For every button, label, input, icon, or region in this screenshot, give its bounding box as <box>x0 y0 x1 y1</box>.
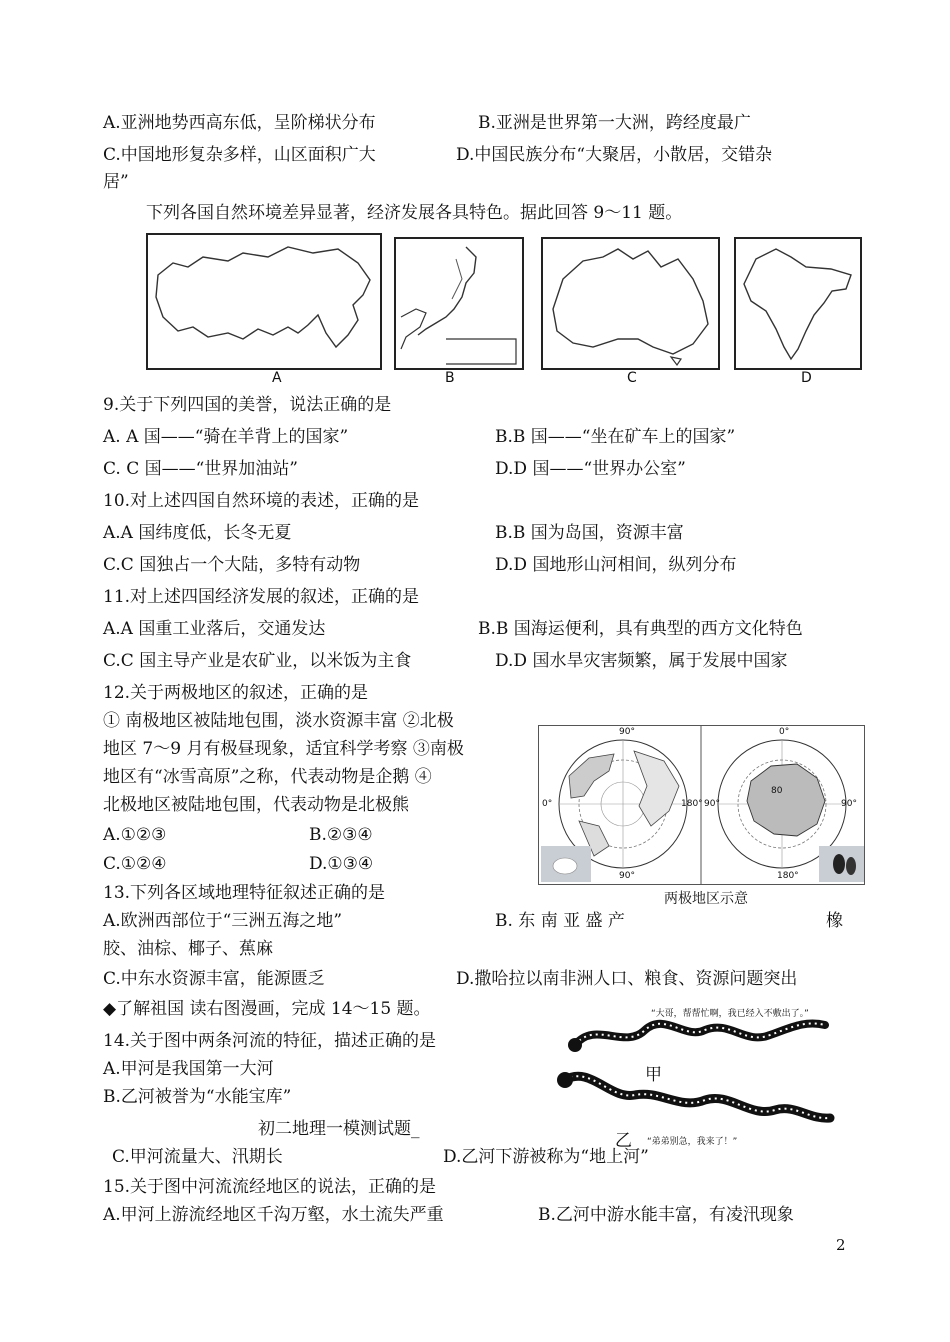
q13-option-b-cont: 胶、油棕、椰子、蕉麻 <box>103 939 273 959</box>
cartoon-quote-top: “大哥，帮帮忙啊，我已经入不敷出了。” <box>651 1009 809 1019</box>
antarctic-label-bottom: 180° <box>777 871 799 881</box>
q11-option-c: C.C 国主导产业是农矿业，以米饭为主食 <box>103 651 412 671</box>
q15-option-a: A.甲河上游流经地区千沟万壑，水土流失严重 <box>103 1205 444 1225</box>
cartoon-label-yi: 乙 <box>615 1131 632 1151</box>
q12-stem: 12.关于两极地区的叙述，正确的是 <box>103 683 369 703</box>
cartoon-label-jia: 甲 <box>645 1065 662 1085</box>
q9-option-b: B.B 国——“坐在矿车上的国家” <box>495 427 736 447</box>
q11-option-b: B.B 国海运便利，具有典型的西方文化特色 <box>478 619 803 639</box>
map-japan <box>394 237 524 370</box>
q8-option-c: C.中国地形复杂多样，山区面积广大 <box>103 145 376 165</box>
q11-option-a: A.A 国重工业落后，交通发达 <box>103 619 326 639</box>
q13-option-d: D.撒哈拉以南非洲人口、粮食、资源问题突出 <box>456 969 798 989</box>
q12-option-a: A.①②③ <box>103 825 167 845</box>
q12-option-b: B.②③④ <box>309 825 373 845</box>
q9-option-c: C. C 国——“世界加油站” <box>103 459 299 479</box>
q8-option-d-cont: 居” <box>103 172 129 192</box>
arctic-label-right: 180° <box>681 799 703 809</box>
q12-option-d: D.①③④ <box>309 854 374 874</box>
page-number: 2 <box>836 1236 846 1254</box>
q8-option-a: A.亚洲地势西高东低，呈阶梯状分布 <box>103 113 376 133</box>
antarctic-map <box>718 740 864 882</box>
polar-figure-caption: 两极地区示意 <box>664 891 748 907</box>
q11-option-d: D.D 国水旱灾害频繁，属于发展中国家 <box>495 651 788 671</box>
map-label-d: D <box>801 370 812 386</box>
intro-9-11: 下列各国自然环境差异显著，经济发展各具特色。据此回答 9～11 题。 <box>146 203 683 223</box>
q12-option-c: C.①②④ <box>103 854 167 874</box>
intro-14-15: ◆了解祖国 读右图漫画，完成 14～15 题。 <box>103 999 431 1019</box>
q12-line-3: 地区有“冰雪高原”之称，代表动物是企鹅 ④ <box>103 767 432 787</box>
q14-option-d: D.乙河下游被称为“地上河” <box>443 1147 649 1167</box>
q13-stem: 13.下列各区域地理特征叙述正确的是 <box>103 883 386 903</box>
q14-option-c: C.甲河流量大、汛期长 <box>112 1147 283 1167</box>
cartoon-quote-bottom: “弟弟别急，我来了！” <box>647 1137 738 1147</box>
map-india <box>734 237 862 370</box>
q12-line-4: 北极地区被陆地包围，代表动物是北极熊 <box>103 795 409 815</box>
q13-option-a: A.欧洲西部位于“三洲五海之地” <box>103 911 343 931</box>
q9-option-d: D.D 国——“世界办公室” <box>495 459 686 479</box>
map-russia <box>146 233 382 370</box>
q12-line-2: 地区 7～9 月有极昼现象，适宜科学考察 ③南极 <box>103 739 464 759</box>
map-label-b: B <box>445 370 455 386</box>
q11-stem: 11.对上述四国经济发展的叙述，正确的是 <box>103 587 420 607</box>
antarctic-label-left: 90° <box>704 799 720 809</box>
arctic-label-bottom: 90° <box>619 871 635 881</box>
q13-option-c: C.中东水资源丰富，能源匮乏 <box>103 969 325 989</box>
map-label-a: A <box>272 370 282 386</box>
q14-option-a: A.甲河是我国第一大河 <box>103 1059 274 1079</box>
q8-option-d: D.中国民族分布“大聚居，小散居，交错杂 <box>456 145 773 165</box>
q14-option-b: B.乙河被誉为“水能宝库” <box>103 1087 292 1107</box>
q14-stem: 14.关于图中两条河流的特征，描述正确的是 <box>103 1031 437 1051</box>
q9-stem: 9.关于下列四国的美誉，说法正确的是 <box>103 395 392 415</box>
arctic-label-top: 90° <box>619 727 635 737</box>
q8-option-b: B.亚洲是世界第一大洲，跨经度最广 <box>478 113 751 133</box>
q15-option-b: B.乙河中游水能丰富，有凌汛现象 <box>538 1205 794 1225</box>
polar-regions-figure <box>538 725 865 885</box>
antarctic-label-top: 0° <box>779 727 790 737</box>
q14-overlay-title: 初二地理一模测试题_ <box>258 1119 420 1139</box>
q9-option-a: A. A 国——“骑在羊背上的国家” <box>103 427 349 447</box>
q10-option-c: C.C 国独占一个大陆，多特有动物 <box>103 555 361 575</box>
q15-stem: 15.关于图中河流流经地区的说法，正确的是 <box>103 1177 437 1197</box>
q10-stem: 10.对上述四国自然环境的表述，正确的是 <box>103 491 420 511</box>
q12-line-1: ① 南极地区被陆地包围，淡水资源丰富 ②北极 <box>103 711 454 731</box>
q13-option-b: B. 东 南 亚 盛 产 <box>495 911 625 931</box>
antarctic-latitude-label: 80 <box>771 786 783 796</box>
q10-option-a: A.A 国纬度低，长冬无夏 <box>103 523 292 543</box>
q13-option-b-end: 橡 <box>826 911 843 931</box>
map-australia <box>541 237 720 370</box>
antarctic-label-right: 90° <box>841 799 857 809</box>
arctic-map <box>541 740 687 882</box>
arctic-label-left: 0° <box>542 799 553 809</box>
two-dragons-cartoon <box>535 1000 850 1160</box>
map-label-c: C <box>627 370 637 386</box>
q10-option-b: B.B 国为岛国，资源丰富 <box>495 523 684 543</box>
q10-option-d: D.D 国地形山河相间，纵列分布 <box>495 555 737 575</box>
